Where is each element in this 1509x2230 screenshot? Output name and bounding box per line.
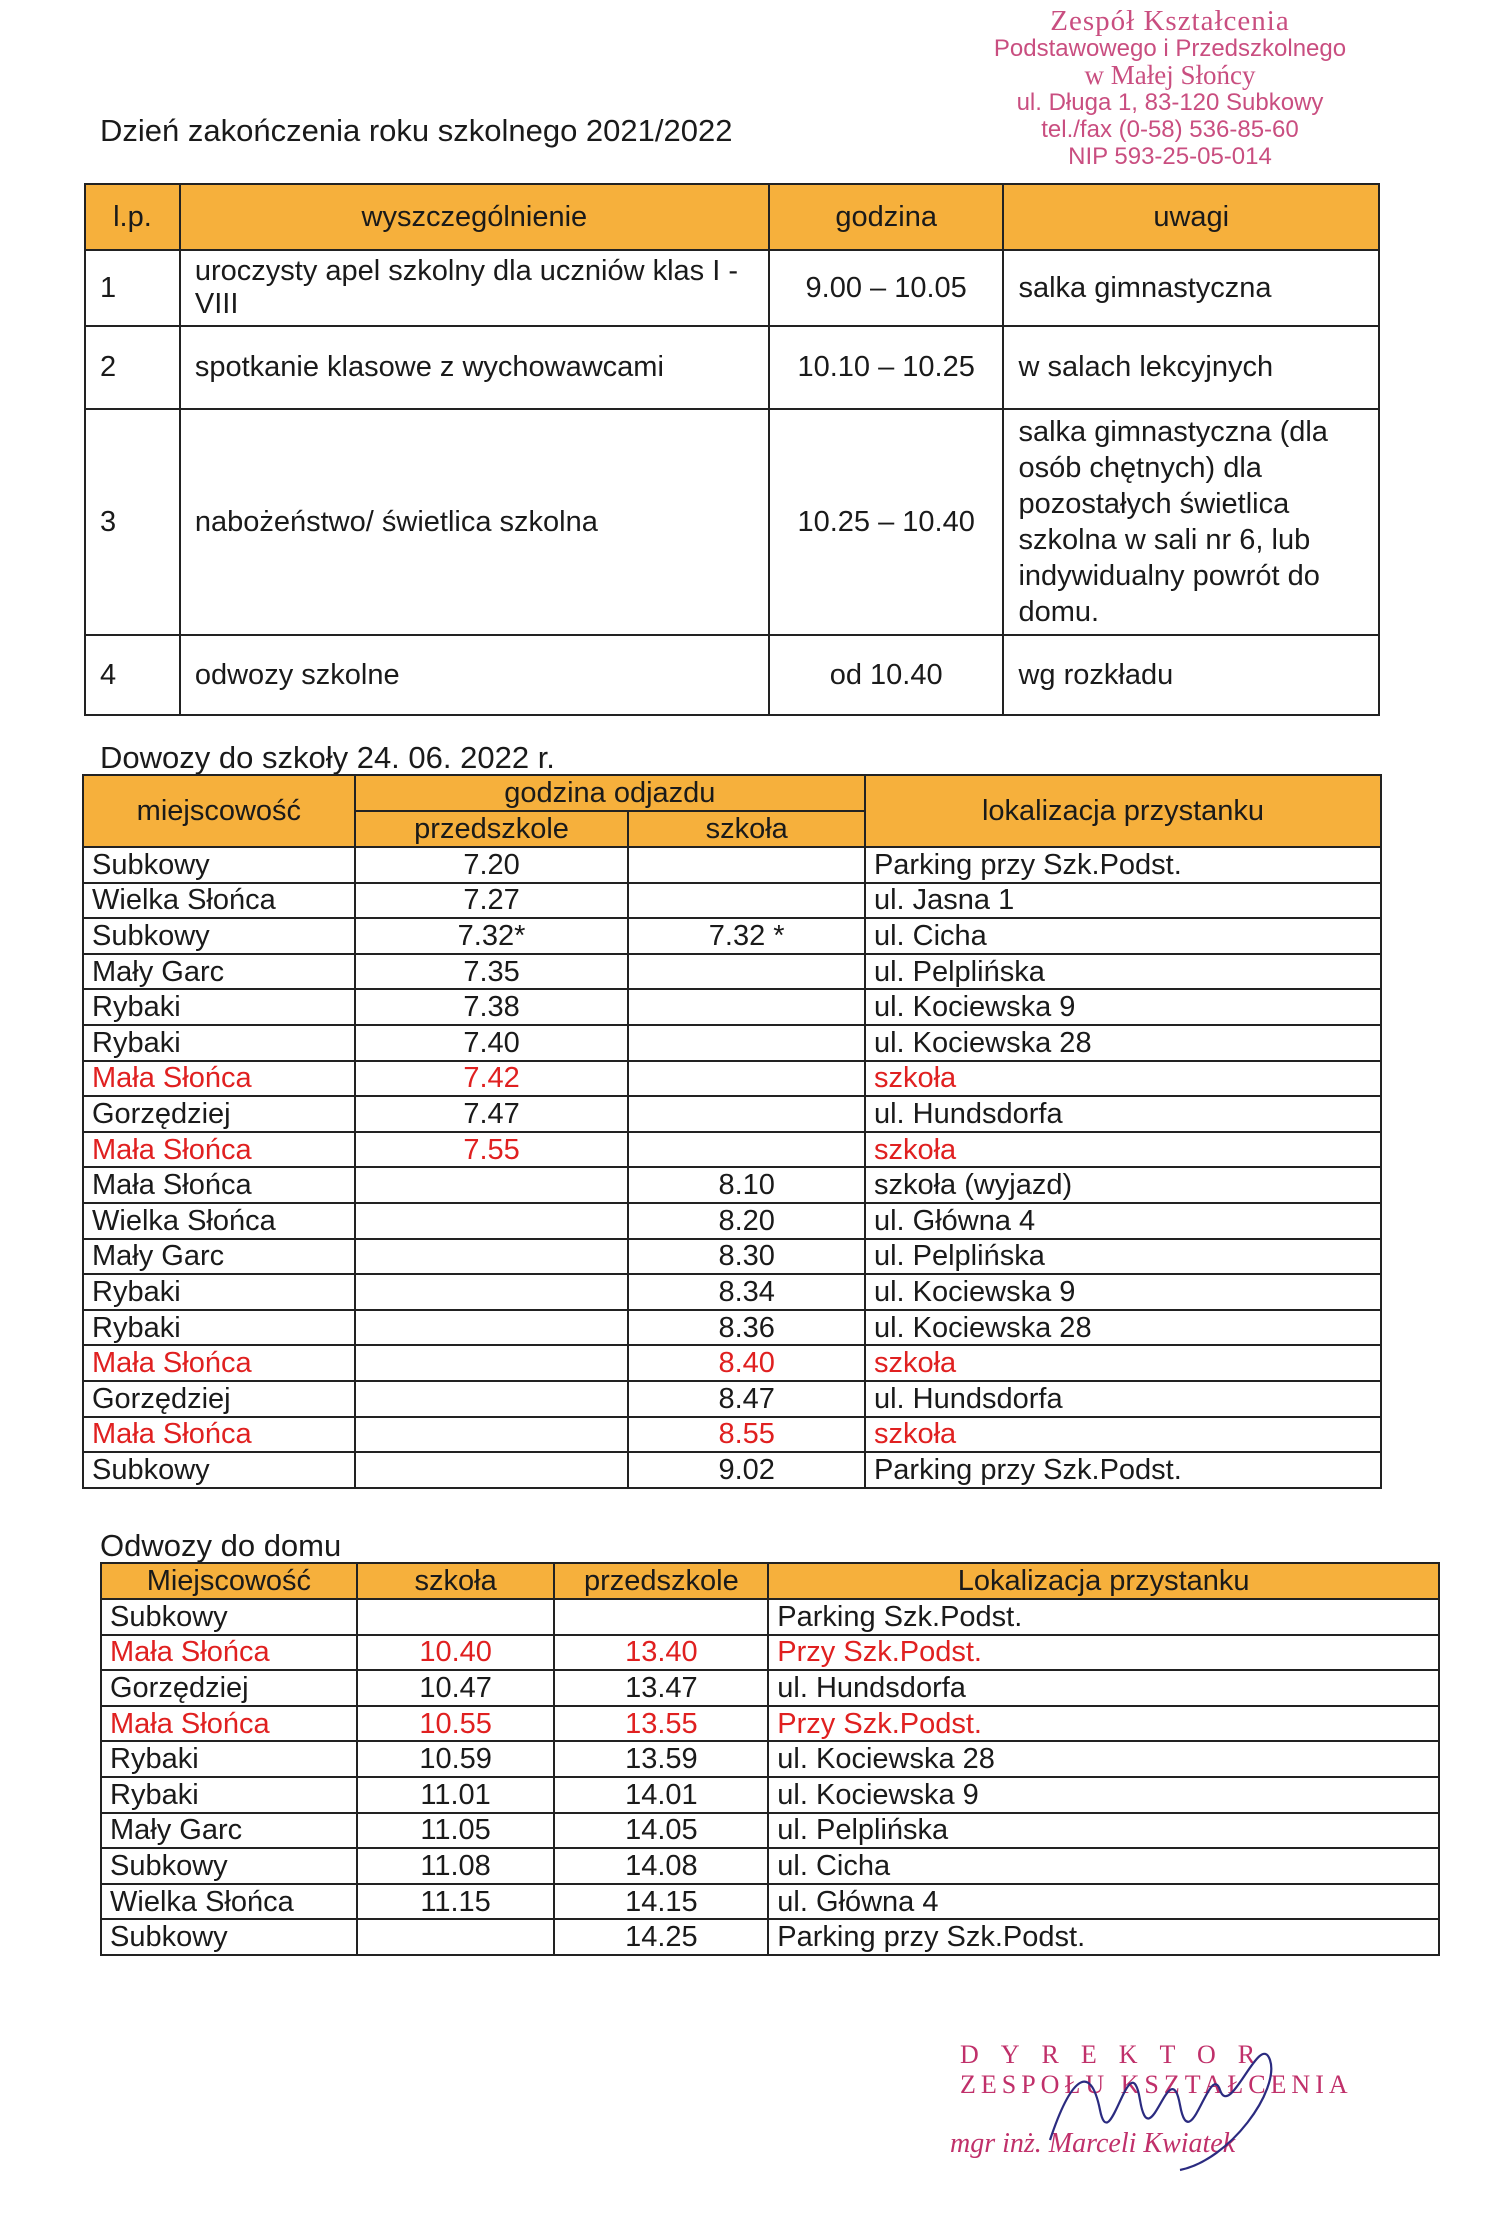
- cell-stop: szkoła: [865, 1417, 1381, 1453]
- signature-name: mgr inż. Marceli Kwiatek: [950, 2128, 1236, 2159]
- cell-pre: [355, 1417, 629, 1453]
- cell-note: salka gimnastyczna: [1003, 250, 1379, 326]
- dowozy-body: [83, 847, 1381, 1488]
- cell-stop: ul. Główna 4: [865, 1203, 1381, 1239]
- cell-pre: 7.55: [355, 1132, 629, 1168]
- table-row: [83, 1167, 1381, 1203]
- cell-note: salka gimnastyczna (dla osób chętnych) dla pozostałych świetlica szkolna w sali nr 6, lub indywidualny powrót do domu.: [1003, 409, 1379, 635]
- stamp-line: Podstawowego i Przedszkolnego: [993, 35, 1347, 62]
- cell-stop: ul. Główna 4: [768, 1884, 1439, 1920]
- cell-stop: szkoła: [865, 1132, 1381, 1168]
- cell-place: Gorzędziej: [101, 1670, 357, 1706]
- odwozy-table: [100, 1562, 1440, 1956]
- cell-pre: [355, 1274, 629, 1310]
- cell-pre: 7.40: [355, 1025, 629, 1061]
- cell-stop: ul. Hundsdorfa: [768, 1670, 1439, 1706]
- cell-stop: szkoła: [865, 1345, 1381, 1381]
- table-row: [101, 1635, 1439, 1671]
- cell-school: 8.36: [628, 1310, 865, 1346]
- table-row: [83, 1310, 1381, 1346]
- header-school: szkoła: [357, 1563, 555, 1599]
- table-row: [101, 1813, 1439, 1849]
- cell-school: 10.40: [357, 1635, 555, 1671]
- cell-school: 8.10: [628, 1167, 865, 1203]
- table-row: [83, 954, 1381, 990]
- table-row: [83, 1061, 1381, 1097]
- cell-place: Wielka Słońca: [83, 1203, 355, 1239]
- cell-school: 11.05: [357, 1813, 555, 1849]
- cell-place: Rybaki: [83, 989, 355, 1025]
- header-stop: Lokalizacja przystanku: [768, 1563, 1439, 1599]
- cell-place: Rybaki: [83, 1310, 355, 1346]
- handwritten-signature: [1030, 2020, 1290, 2180]
- cell-place: Wielka Słońca: [101, 1884, 357, 1920]
- cell-place: Subkowy: [101, 1599, 357, 1635]
- cell-school: 9.02: [628, 1452, 865, 1488]
- cell-place: Gorzędziej: [83, 1096, 355, 1132]
- cell-place: Subkowy: [101, 1919, 357, 1955]
- cell-stop: ul. Pelplińska: [768, 1813, 1439, 1849]
- cell-lp: 3: [85, 409, 180, 635]
- cell-time: od 10.40: [769, 635, 1004, 715]
- table-row: [101, 1919, 1439, 1955]
- table-row: [101, 1884, 1439, 1920]
- cell-school: 8.30: [628, 1239, 865, 1275]
- cell-pre: 13.40: [554, 1635, 768, 1671]
- cell-pre: [355, 1381, 629, 1417]
- cell-pre: [355, 1167, 629, 1203]
- header-pre: przedszkole: [355, 811, 629, 847]
- cell-school: [628, 1096, 865, 1132]
- cell-place: Mała Słońca: [83, 1417, 355, 1453]
- cell-pre: 14.25: [554, 1919, 768, 1955]
- header-place: miejscowość: [83, 775, 355, 847]
- cell-place: Rybaki: [83, 1274, 355, 1310]
- cell-school: [628, 989, 865, 1025]
- header-place: Miejscowość: [101, 1563, 357, 1599]
- cell-school: [628, 1061, 865, 1097]
- cell-note: wg rozkładu: [1003, 635, 1379, 715]
- cell-stop: Parking przy Szk.Podst.: [865, 1452, 1381, 1488]
- cell-place: Rybaki: [101, 1777, 357, 1813]
- cell-pre: [355, 1452, 629, 1488]
- cell-stop: Parking przy Szk.Podst.: [865, 847, 1381, 883]
- cell-school: 8.55: [628, 1417, 865, 1453]
- cell-time: 9.00 – 10.05: [769, 250, 1004, 326]
- table-row: [83, 847, 1381, 883]
- cell-pre: 14.15: [554, 1884, 768, 1920]
- header-stop: lokalizacja przystanku: [865, 775, 1381, 847]
- cell-desc: spotkanie klasowe z wychowawcami: [180, 326, 769, 409]
- cell-pre: 14.01: [554, 1777, 768, 1813]
- dowozy-header-row: [83, 775, 1381, 811]
- cell-school: [357, 1919, 555, 1955]
- header-pre: przedszkole: [554, 1563, 768, 1599]
- cell-stop: szkoła (wyjazd): [865, 1167, 1381, 1203]
- cell-place: Mała Słońca: [83, 1167, 355, 1203]
- cell-desc: uroczysty apel szkolny dla uczniów klas I - VIII: [180, 250, 769, 326]
- table-row: [83, 1417, 1381, 1453]
- header-note: uwagi: [1003, 184, 1379, 250]
- header-time: godzina: [769, 184, 1004, 250]
- cell-school: 11.08: [357, 1848, 555, 1884]
- header-departure: godzina odjazdu: [355, 775, 865, 811]
- cell-pre: 13.47: [554, 1670, 768, 1706]
- cell-place: Mała Słońca: [83, 1132, 355, 1168]
- table-row: [83, 1274, 1381, 1310]
- cell-note: w salach lekcyjnych: [1003, 326, 1379, 409]
- cell-lp: 1: [85, 250, 180, 326]
- table-row: [83, 1096, 1381, 1132]
- cell-school: 7.32 *: [628, 918, 865, 954]
- table-row: [85, 326, 1379, 409]
- cell-stop: ul. Hundsdorfa: [865, 1096, 1381, 1132]
- table-row: [83, 1345, 1381, 1381]
- cell-time: 10.10 – 10.25: [769, 326, 1004, 409]
- table-row: [101, 1599, 1439, 1635]
- cell-school: [628, 1025, 865, 1061]
- cell-pre: 7.32*: [355, 918, 629, 954]
- table-row: [83, 1025, 1381, 1061]
- cell-pre: 13.59: [554, 1741, 768, 1777]
- table-row: [83, 1132, 1381, 1168]
- cell-stop: ul. Cicha: [865, 918, 1381, 954]
- cell-pre: 13.55: [554, 1706, 768, 1742]
- cell-stop: ul. Jasna 1: [865, 883, 1381, 919]
- cell-place: Subkowy: [83, 847, 355, 883]
- cell-pre: [554, 1599, 768, 1635]
- cell-stop: ul. Kociewska 28: [865, 1310, 1381, 1346]
- cell-stop: szkoła: [865, 1061, 1381, 1097]
- cell-pre: 7.38: [355, 989, 629, 1025]
- cell-place: Mały Garc: [83, 954, 355, 990]
- cell-school: 10.47: [357, 1670, 555, 1706]
- header-school: szkoła: [628, 811, 865, 847]
- cell-school: [628, 1132, 865, 1168]
- cell-place: Wielka Słońca: [83, 883, 355, 919]
- cell-pre: [355, 1239, 629, 1275]
- signature-block: [900, 2040, 1460, 2160]
- signature-unit: ZESPOŁU KSZTAŁCENIA: [960, 2070, 1353, 2099]
- cell-school: 10.55: [357, 1706, 555, 1742]
- cell-pre: [355, 1310, 629, 1346]
- cell-stop: Parking przy Szk.Podst.: [768, 1919, 1439, 1955]
- cell-pre: 14.05: [554, 1813, 768, 1849]
- table-row: [101, 1741, 1439, 1777]
- cell-place: Subkowy: [83, 1452, 355, 1488]
- cell-school: [628, 883, 865, 919]
- schedule-table: [84, 183, 1380, 716]
- cell-school: 8.47: [628, 1381, 865, 1417]
- cell-pre: 7.27: [355, 883, 629, 919]
- table-row: [83, 1381, 1381, 1417]
- cell-stop: ul. Kociewska 9: [768, 1777, 1439, 1813]
- cell-stop: Przy Szk.Podst.: [768, 1706, 1439, 1742]
- cell-pre: 7.47: [355, 1096, 629, 1132]
- cell-stop: Parking Szk.Podst.: [768, 1599, 1439, 1635]
- cell-stop: Przy Szk.Podst.: [768, 1635, 1439, 1671]
- cell-lp: 2: [85, 326, 180, 409]
- header-lp: l.p.: [85, 184, 180, 250]
- table-row: [83, 918, 1381, 954]
- stamp-line: NIP 593-25-05-014: [1068, 143, 1272, 170]
- cell-school: 8.40: [628, 1345, 865, 1381]
- schedule-header-row: [85, 184, 1379, 250]
- cell-stop: ul. Pelplińska: [865, 1239, 1381, 1275]
- table-row: [101, 1848, 1439, 1884]
- cell-school: 11.15: [357, 1884, 555, 1920]
- cell-school: 11.01: [357, 1777, 555, 1813]
- cell-place: Mały Garc: [101, 1813, 357, 1849]
- table-row: [101, 1670, 1439, 1706]
- cell-desc: odwozy szkolne: [180, 635, 769, 715]
- cell-school: [357, 1599, 555, 1635]
- table-row: [85, 409, 1379, 635]
- cell-desc: nabożeństwo/ świetlica szkolna: [180, 409, 769, 635]
- odwozy-header-row: [101, 1563, 1439, 1599]
- dowozy-table: [82, 774, 1382, 1489]
- cell-place: Rybaki: [83, 1025, 355, 1061]
- cell-stop: ul. Kociewska 28: [865, 1025, 1381, 1061]
- cell-school: 8.34: [628, 1274, 865, 1310]
- cell-stop: ul. Pelplińska: [865, 954, 1381, 990]
- page-title: Dzień zakończenia roku szkolnego 2021/2022: [100, 113, 733, 148]
- stamp-line: ul. Długa 1, 83-120 Subkowy: [1016, 89, 1324, 116]
- cell-time: 10.25 – 10.40: [769, 409, 1004, 635]
- cell-lp: 4: [85, 635, 180, 715]
- odwozy-body: [101, 1599, 1439, 1955]
- cell-place: Mała Słońca: [101, 1635, 357, 1671]
- cell-place: Subkowy: [83, 918, 355, 954]
- cell-school: [628, 954, 865, 990]
- cell-place: Mała Słońca: [83, 1345, 355, 1381]
- table-row: [85, 250, 1379, 326]
- table-row: [101, 1777, 1439, 1813]
- cell-stop: ul. Cicha: [768, 1848, 1439, 1884]
- table-row: [83, 1239, 1381, 1275]
- cell-stop: ul. Hundsdorfa: [865, 1381, 1381, 1417]
- dowozy-title: Dowozy do szkoły 24. 06. 2022 r.: [100, 740, 555, 775]
- cell-pre: 7.35: [355, 954, 629, 990]
- cell-pre: 7.20: [355, 847, 629, 883]
- cell-school: 8.20: [628, 1203, 865, 1239]
- table-row: [85, 635, 1379, 715]
- cell-school: [628, 847, 865, 883]
- table-row: [83, 1203, 1381, 1239]
- cell-pre: 14.08: [554, 1848, 768, 1884]
- cell-school: 10.59: [357, 1741, 555, 1777]
- cell-place: Mały Garc: [83, 1239, 355, 1275]
- table-row: [83, 883, 1381, 919]
- cell-stop: ul. Kociewska 9: [865, 1274, 1381, 1310]
- signature-role: DYREKTOR: [960, 2040, 1278, 2069]
- stamp-line: w Małej Słońcy: [1084, 60, 1256, 90]
- cell-stop: ul. Kociewska 9: [865, 989, 1381, 1025]
- cell-pre: [355, 1203, 629, 1239]
- cell-pre: [355, 1345, 629, 1381]
- cell-place: Mała Słońca: [83, 1061, 355, 1097]
- cell-place: Mała Słońca: [101, 1706, 357, 1742]
- stamp-line: Zespół Kształcenia: [1050, 5, 1290, 37]
- cell-place: Gorzędziej: [83, 1381, 355, 1417]
- header-desc: wyszczególnienie: [180, 184, 769, 250]
- table-row: [101, 1706, 1439, 1742]
- school-stamp: [960, 5, 1380, 170]
- cell-place: Rybaki: [101, 1741, 357, 1777]
- cell-place: Subkowy: [101, 1848, 357, 1884]
- odwozy-title: Odwozy do domu: [100, 1528, 342, 1563]
- cell-pre: 7.42: [355, 1061, 629, 1097]
- stamp-line: tel./fax (0-58) 536-85-60: [1041, 116, 1299, 143]
- table-row: [83, 989, 1381, 1025]
- table-row: [83, 1452, 1381, 1488]
- cell-stop: ul. Kociewska 28: [768, 1741, 1439, 1777]
